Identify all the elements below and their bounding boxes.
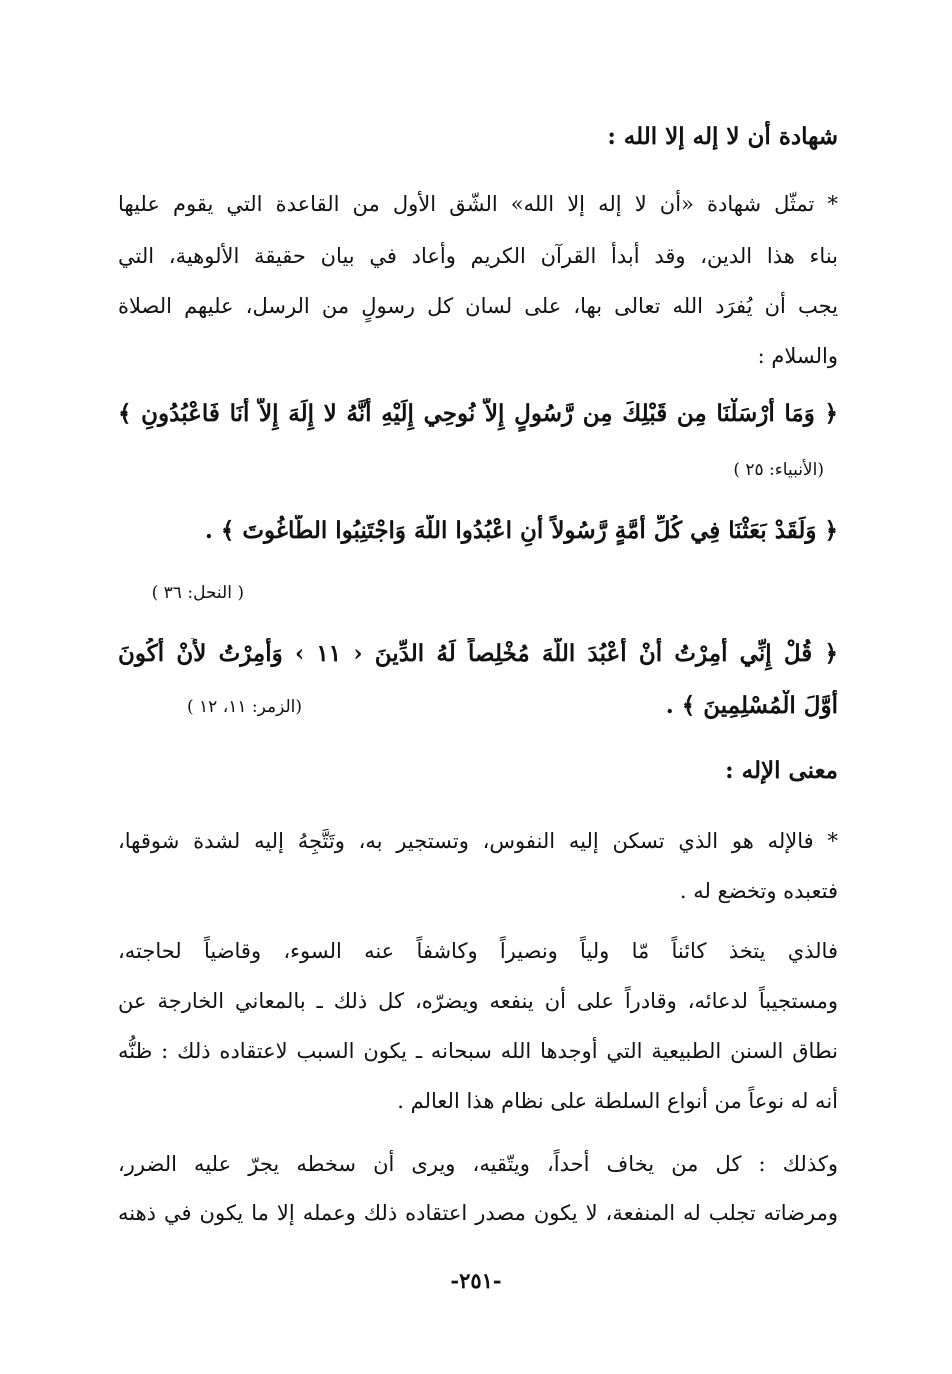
quran-verse-line: ﴿ وَلَقَدْ بَعَثْنَا فِي كُلِّ أُمَّةٍ رَّسُولاً أَنِ اعْبُدُوا اللَّهَ وَاجْتَنِبُوا الطَّاغُوتَ ﴾ . [204,517,838,544]
verse-reference: (الزمر: ١١، ١٢ ) [186,697,302,717]
page-number: -٢٥١- [450,1268,502,1293]
paragraph-line: وكذلك : كل من يخاف أحداً، ويتّقيه، ويرى أن سخطه يجرّ عليه الضرر، [118,1152,838,1176]
paragraph-line: * تمثّل شهادة «أن لا إله إلا الله» الشّق الأول من القاعدة التي يقوم عليها [118,192,838,216]
paragraph-line: أنه له نوعاً من أنواع السلطة على نظام هذا العالم . [397,1089,838,1113]
quran-verse-line: ﴿ قُلْ إِنِّي أُمِرْتُ أَنْ أَعْبُدَ اللَّهَ مُخْلِصاً لَهُ الدِّينَ ‹ ١١ › وَأُمِرْتُ لأَنْ أَكُونَ [118,640,838,667]
paragraph-line: ومرضاته تجلب له المنفعة، لا يكون مصدر اعتقاده ذلك وعمله إلا ما يكون في ذهنه [118,1201,838,1225]
quran-verse-line: ﴿ وَمَا أَرْسَلْنَا مِن قَبْلِكَ مِن رَّسُولٍ إِلاَّ نُوحِي إِلَيْهِ أَنَّهُ لا إِلَهَ إِلاَّ أَنَا فَاعْبُدُونِ ﴾ [118,400,838,427]
section-heading-shahada: شهادة أن لا إله إلا الله : [607,123,838,150]
paragraph-line: فتعبده وتخضع له . [679,879,838,903]
section-heading-meaning-of-ilah: معنى الإله : [725,757,838,784]
quran-verse-line: أَوَّلَ الْمُسْلِمِينَ ﴾ . [665,692,838,719]
paragraph-line: فالذي يتخذ كائناً مّا ولياً ونصيراً وكاشفاً عنه السوء، وقاضياً لحاجته، [118,939,838,963]
verse-reference: (الأنبياء: ٢٥ ) [733,460,824,480]
paragraph-line: والسلام : [757,344,838,368]
paragraph-line: بناء هذا الدين، وقد أبدأ القرآن الكريم وأعاد في بيان حقيقة الألوهية، التي [118,244,838,268]
verse-reference: ( النحل: ٣٦ ) [151,583,244,603]
paragraph-line: نطاق السنن الطبيعية التي أوجدها الله سبحانه ـ يكون السبب لاعتقاده ذلك : ظنُّه [118,1039,838,1063]
paragraph-line: * فالإله هو الذي تسكن إليه النفوس، وتستجير به، وتَتَّجِهُ إليه لشدة شوقها، [118,829,838,853]
paragraph-line: يجب أن يُفرَد الله تعالى بها، على لسان كل رسولٍ من الرسل، عليهم الصلاة [118,294,838,318]
paragraph-line: ومستجيباً لدعائه، وقادراً على أن ينفعه ويضرّه، كل ذلك ـ بالمعاني الخارجة عن [118,989,838,1013]
